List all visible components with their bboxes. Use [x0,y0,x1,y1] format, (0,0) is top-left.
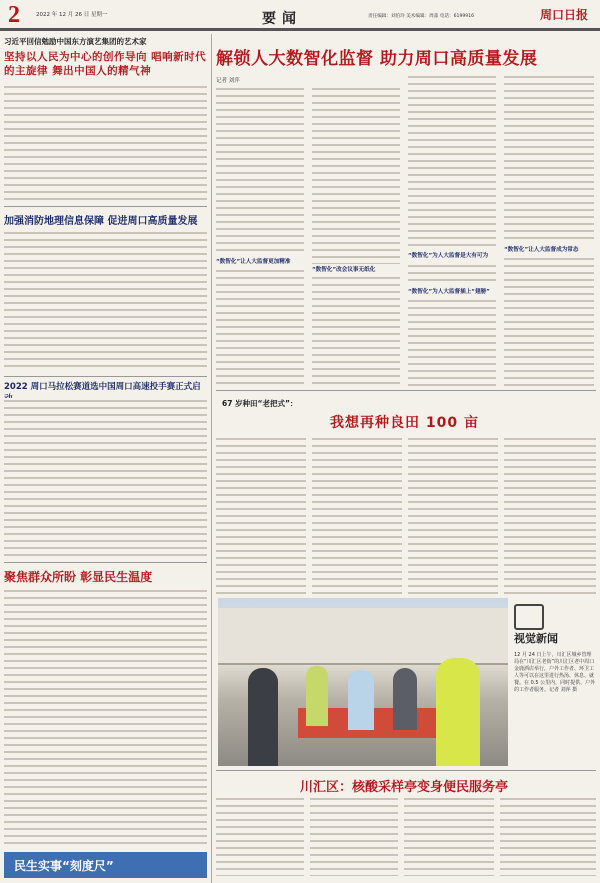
article-body [4,398,207,558]
subheading: “数智化”让人大监督成为常态 [504,244,594,254]
section-label: 要闻 [262,11,302,27]
article-headline: 2022 周口马拉松赛道选中国周口高速投手赛正式启 [4,382,201,392]
text-column [216,796,304,876]
divider [4,206,207,207]
article-body [4,588,207,844]
kicker: 67 岁种田“老把式”： [222,399,298,408]
article-headline: 川汇区：核酸采样亭变身便民服务亭 [300,780,509,795]
text-column [404,796,494,876]
photo-person [348,670,374,730]
photo-caption: 12 月 24 日上午，川汇区城乡管理局在“川汇区老街”的川汇区老中周口金鹿酒店举行，户外工作者、环卫工人等可以在这里进行热汤、休息、就餐。在 0.5 公里内，同时提供、户外的工作者服务。记者 刘萍 摄 [514,652,596,693]
article-body [4,230,207,372]
editor-line: 责任编辑：刘伯玲 美术编辑：周淼 电话：6199916 [368,14,475,19]
lead-article [216,34,596,394]
masthead [0,0,600,30]
left-column [4,34,207,883]
photo-person [248,668,278,766]
issue-date: 2022 年 12 月 26 日 星期一 [36,12,108,18]
photo-person [306,666,328,726]
news-photo [218,598,508,766]
video-news-label [514,600,596,650]
divider [216,770,596,771]
photo-building [218,608,508,665]
article-headline: 聚焦群众所盼 彰显民生温度 [4,570,153,584]
text-column [504,436,596,596]
subheading: “数智化”为人大监督插上“翅膀” [408,286,496,296]
series-banner-label: 民生实事“刻度尺” [14,859,114,873]
text-column [504,74,594,386]
article-headline: 坚持以人民为中心的创作导向 唱响新时代的主旋律 舞出中国人的精气神 [4,51,207,77]
divider [4,562,207,563]
article-headline: 我想再种良田 100 亩 [330,415,479,431]
page-number: 2 [8,2,20,28]
photo-person [436,658,480,766]
video-icon [514,604,544,630]
video-news-text: 视觉新闻 [514,632,558,645]
article-body [4,84,207,202]
text-column [408,436,498,596]
divider [216,390,596,391]
byline: 记者 刘萍 [216,78,240,84]
subheading: “数智化”让人大监督更加精准 [216,256,304,266]
text-column [216,436,306,596]
subheading: “数智化”改会议事无纸化 [312,264,400,274]
article-kicker: 习近平回信勉励中国东方演艺集团的艺术家 [4,37,147,46]
text-column [216,86,304,386]
text-column [312,436,402,596]
divider [4,376,207,377]
lead-headline: 解锁人大数智化监督 助力周口高质量发展 [216,49,538,69]
article-headline: 加强消防地理信息保障 促进周口高质量发展 [4,216,198,227]
text-column [500,796,596,876]
masthead-rule [0,28,600,31]
text-column [408,74,496,386]
text-column [312,86,400,386]
column-divider [211,34,212,883]
text-column [310,796,398,876]
photo-person [393,668,417,730]
newspaper-logo: 周口日报 [540,8,589,22]
subheading: “数智化”为人大监督是大有可为 [408,250,496,260]
series-banner [4,852,207,878]
